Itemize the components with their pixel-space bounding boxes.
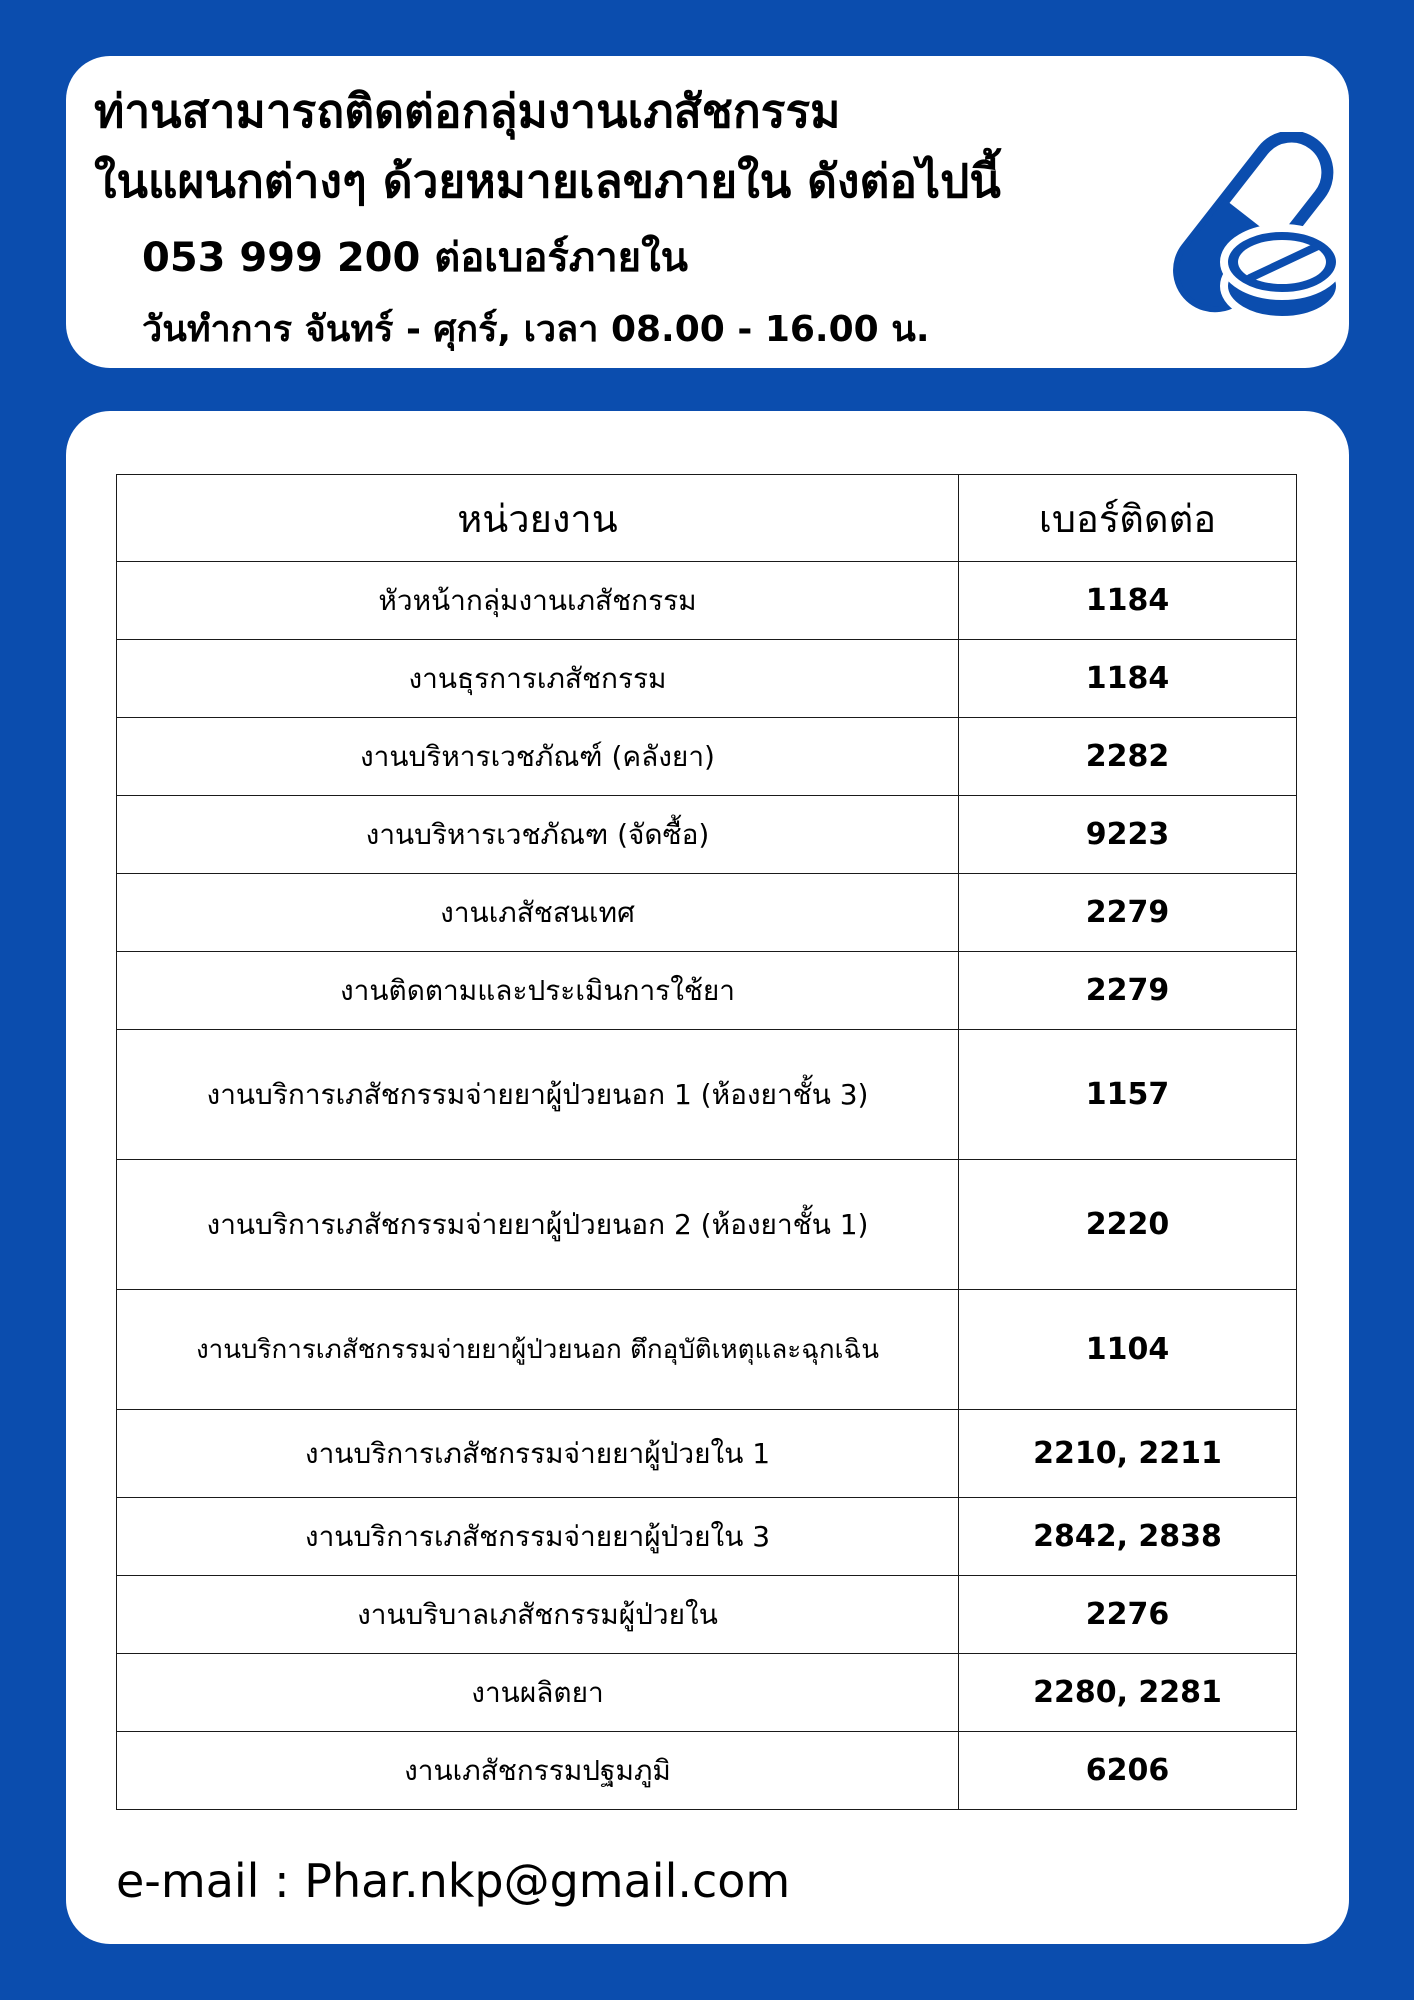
table-row xyxy=(117,1290,1297,1410)
unit-name: งานบริการเภสัชกรรมจ่ายยาผู้ป่วยใน 3 xyxy=(117,1498,959,1576)
extension-number: 2280, 2281 xyxy=(959,1654,1297,1732)
unit-name: งานบริบาลเภสัชกรรมผู้ป่วยใน xyxy=(117,1576,959,1654)
extension-number: 2282 xyxy=(959,718,1297,796)
unit-name: หัวหน้ากลุ่มงานเภสัชกรรม xyxy=(117,562,959,640)
phone-number-line: 053 999 200 ต่อเบอร์ภายใน xyxy=(142,235,688,281)
unit-name: งานบริการเภสัชกรรมจ่ายยาผู้ป่วยใน 1 xyxy=(117,1410,959,1498)
unit-name: งานบริการเภสัชกรรมจ่ายยาผู้ป่วยนอก 1 (ห้องยาชั้น 3) xyxy=(117,1030,959,1160)
table-row xyxy=(117,874,1297,952)
table-row xyxy=(117,952,1297,1030)
extension-number: 2210, 2211 xyxy=(959,1410,1297,1498)
unit-name: งานบริหารเวชภัณฑ์ (คลังยา) xyxy=(117,718,959,796)
table-row xyxy=(117,1654,1297,1732)
extension-number: 2220 xyxy=(959,1160,1297,1290)
table-row xyxy=(117,1410,1297,1498)
header-card xyxy=(66,56,1349,368)
table-row xyxy=(117,718,1297,796)
contact-email: e-mail : Phar.nkp@gmail.com xyxy=(116,1854,791,1908)
extension-number: 2279 xyxy=(959,952,1297,1030)
extension-number: 2279 xyxy=(959,874,1297,952)
table-row xyxy=(117,640,1297,718)
header-title-line1: ท่านสามารถติดต่อกลุ่มงานเภสัชกรรม xyxy=(94,84,841,138)
column-header-number: เบอร์ติดต่อ xyxy=(959,475,1297,562)
table-row xyxy=(117,1576,1297,1654)
table-row xyxy=(117,1030,1297,1160)
unit-name: งานเภสัชกรรมปฐมภูมิ xyxy=(117,1732,959,1810)
extension-number: 1157 xyxy=(959,1030,1297,1160)
table-row xyxy=(117,796,1297,874)
column-header-unit: หน่วยงาน xyxy=(117,475,959,562)
office-hours-line: วันทำการ จันทร์ - ศุกร์, เวลา 08.00 - 16.00 น. xyxy=(142,309,930,350)
header-title-line2: ในแผนกต่างๆ ด้วยหมายเลขภายใน ดังต่อไปนี้ xyxy=(94,154,1001,208)
extension-number: 1184 xyxy=(959,640,1297,718)
extension-number: 2842, 2838 xyxy=(959,1498,1297,1576)
unit-name: งานบริหารเวชภัณฑ (จัดซื้อ) xyxy=(117,796,959,874)
table-row xyxy=(117,1732,1297,1810)
extension-number: 2276 xyxy=(959,1576,1297,1654)
contacts-table xyxy=(116,474,1297,1810)
table-row xyxy=(117,1498,1297,1576)
extension-number: 9223 xyxy=(959,796,1297,874)
table-header-row xyxy=(117,475,1297,562)
extension-number: 6206 xyxy=(959,1732,1297,1810)
contacts-card xyxy=(66,411,1349,1944)
pill-capsule-tablet-icon xyxy=(1154,132,1344,332)
unit-name: งานธุรการเภสัชกรรม xyxy=(117,640,959,718)
extension-number: 1184 xyxy=(959,562,1297,640)
unit-name: งานเภสัชสนเทศ xyxy=(117,874,959,952)
unit-name: งานบริการเภสัชกรรมจ่ายยาผู้ป่วยนอก ตึกอุบัติเหตุและฉุกเฉิน xyxy=(117,1290,959,1410)
unit-name: งานบริการเภสัชกรรมจ่ายยาผู้ป่วยนอก 2 (ห้องยาชั้น 1) xyxy=(117,1160,959,1290)
unit-name: งานติดตามและประเมินการใช้ยา xyxy=(117,952,959,1030)
unit-name: งานผลิตยา xyxy=(117,1654,959,1732)
table-row xyxy=(117,1160,1297,1290)
table-row xyxy=(117,562,1297,640)
extension-number: 1104 xyxy=(959,1290,1297,1410)
